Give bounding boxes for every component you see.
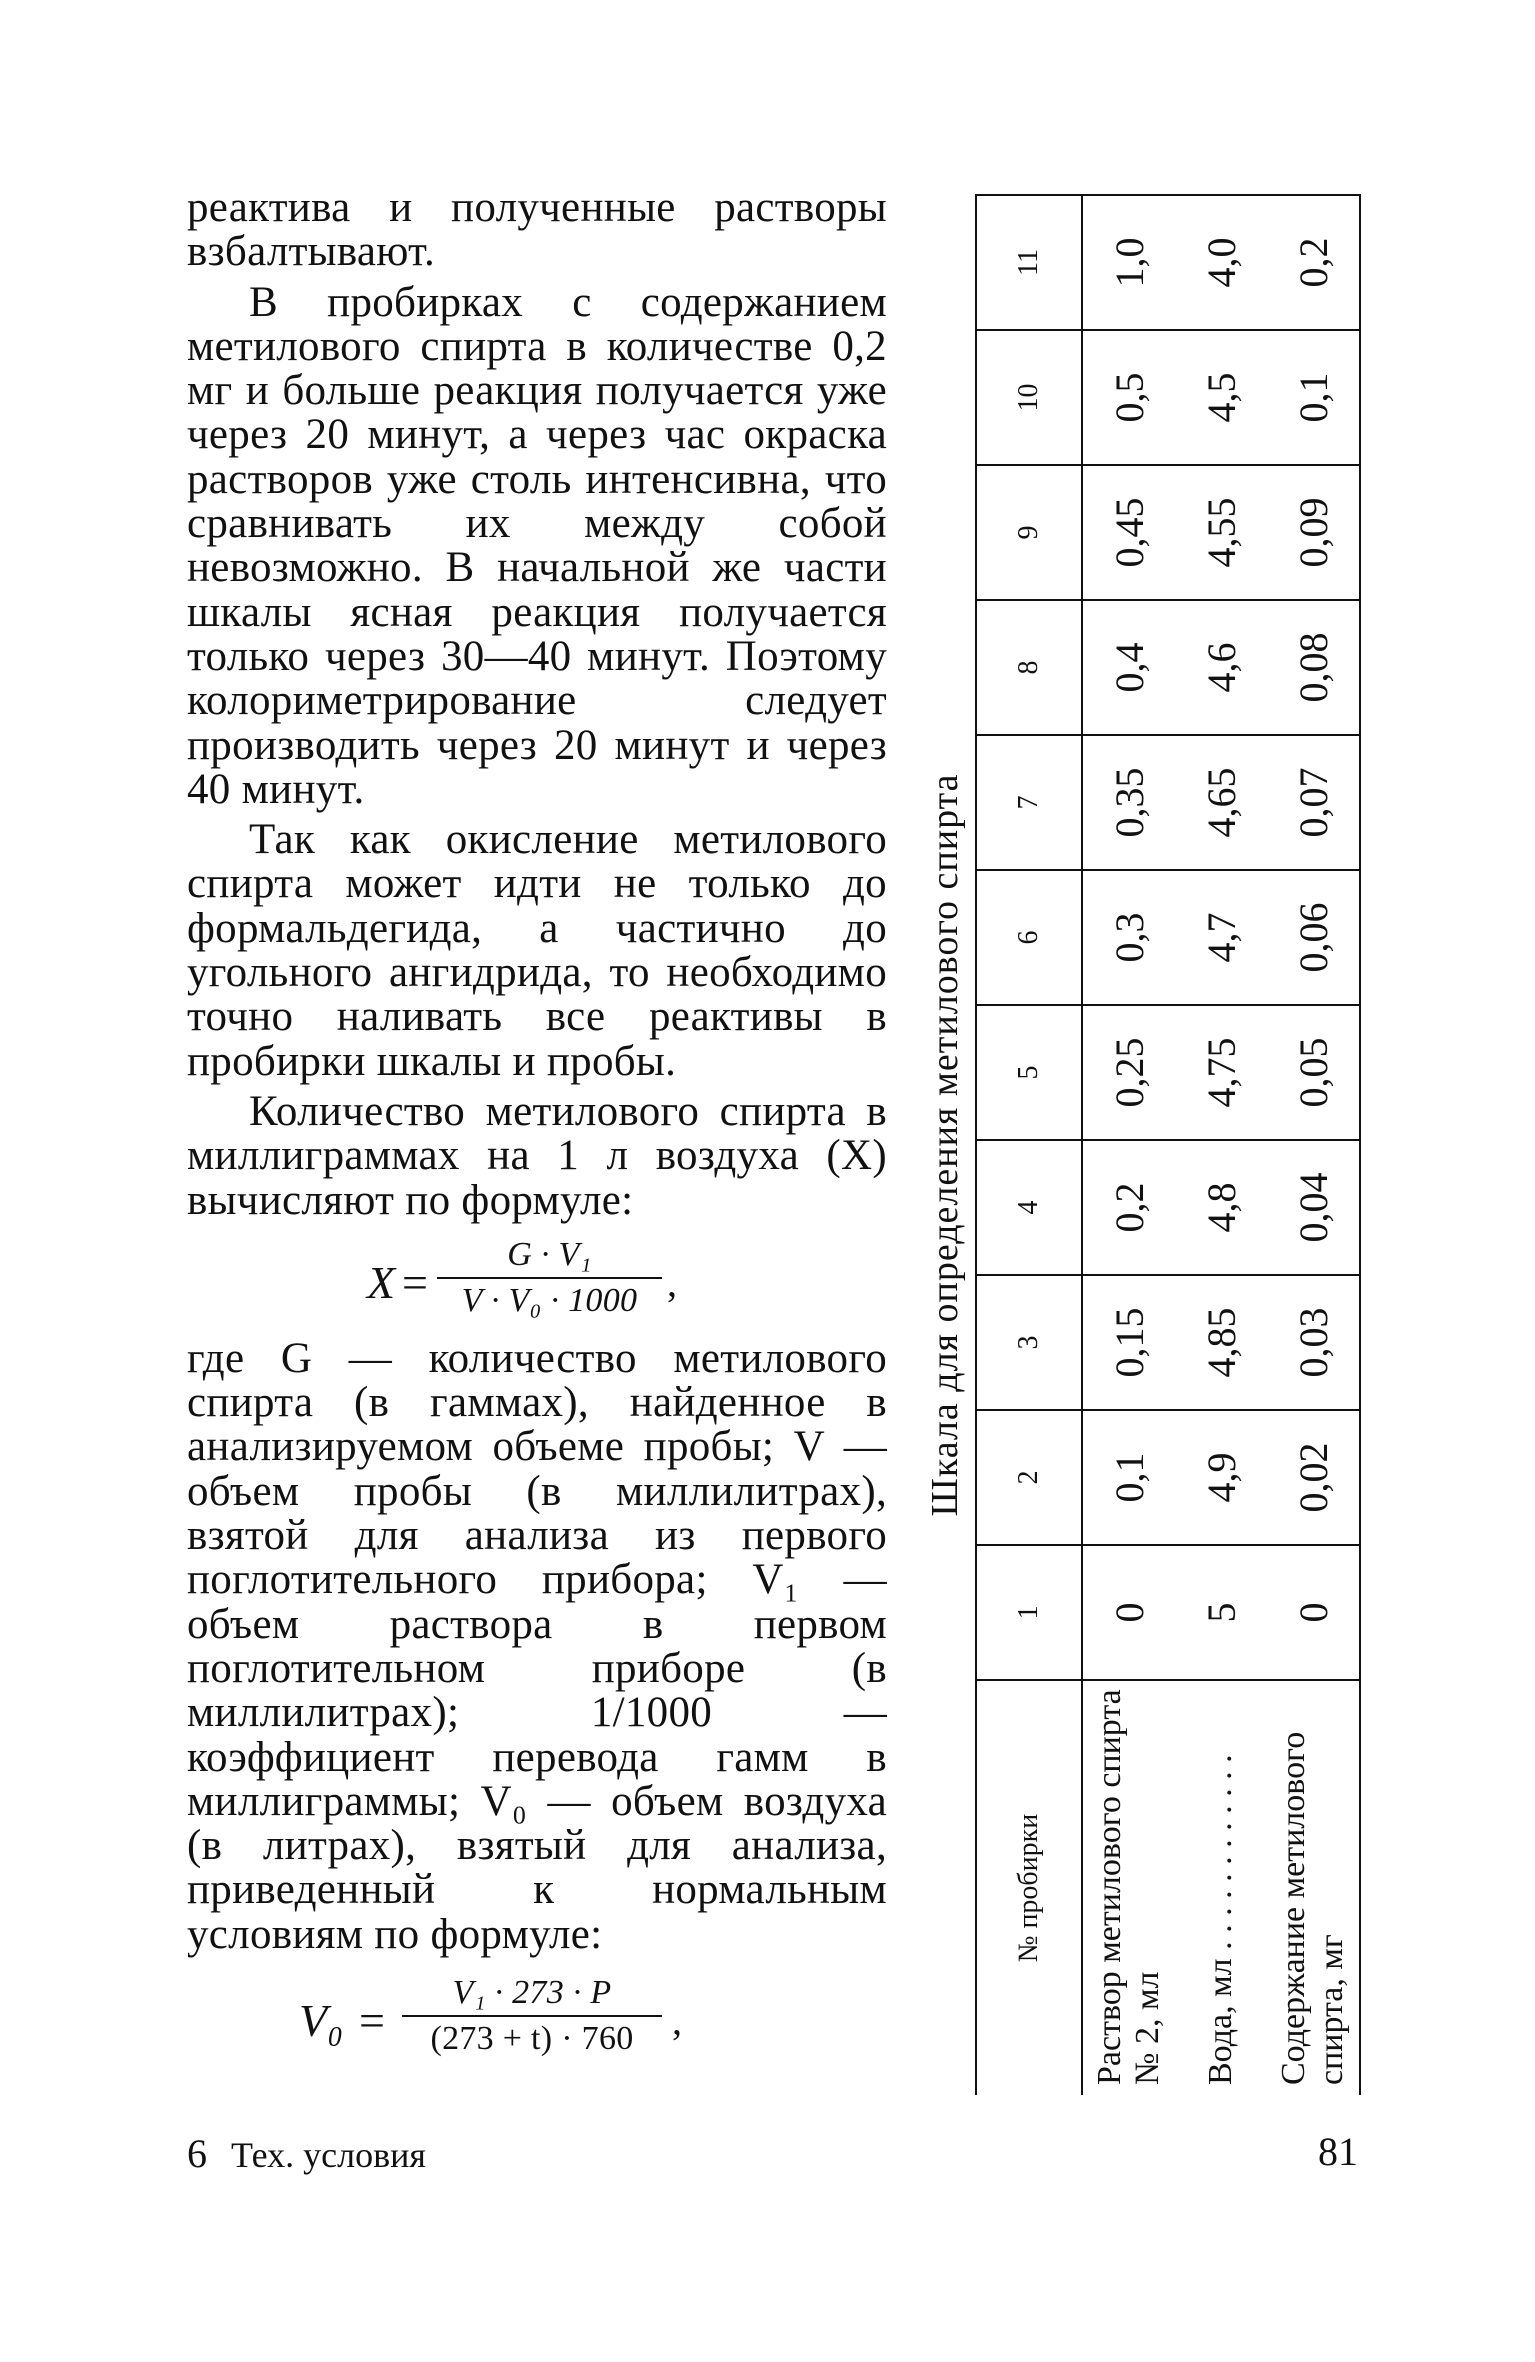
fraction-bar: [402, 2015, 662, 2017]
table-cell: 0,2: [1082, 1140, 1175, 1275]
table-cell: 5: [1175, 1545, 1267, 1680]
rotated-table-block: [915, 195, 1360, 2095]
signature-number: 6: [187, 2131, 207, 2176]
table-cell: 0,5: [1082, 330, 1175, 465]
header-col: 10: [976, 330, 1082, 465]
paragraph-1: реактива и полученные растворы взбалтывают.: [187, 184, 887, 276]
table-cell: 4,6: [1175, 600, 1267, 735]
header-col: 2: [976, 1410, 1082, 1545]
formula-v0-denominator: (273 + t) · 760: [430, 2019, 634, 2057]
table-cell: 0,08: [1267, 600, 1360, 735]
signature-text: Тех. условия: [231, 2135, 426, 2175]
table-cell: 0,25: [1082, 1005, 1175, 1140]
formula-x-lhs: X: [367, 1256, 396, 1308]
header-col: 1: [976, 1545, 1082, 1680]
formula-v0-lhs: V₀: [299, 1994, 344, 2046]
table-cell: 4,5: [1175, 330, 1267, 465]
formula-v0-comma: ,: [672, 1997, 683, 2043]
text-column: [187, 186, 887, 2075]
formula-x-comma: ,: [667, 1259, 678, 1305]
table-cell: 0,02: [1267, 1410, 1360, 1545]
table-cell: 4,8: [1175, 1140, 1267, 1275]
table-cell: 0,09: [1267, 465, 1360, 600]
header-col: 4: [976, 1140, 1082, 1275]
table-cell: 4,85: [1175, 1275, 1267, 1410]
table-cell: 0,3: [1082, 870, 1175, 1005]
header-col: 11: [976, 195, 1082, 330]
row-label: Вода, мл . . . . . . . . . . . .: [1175, 1680, 1267, 2095]
table-cell: 4,75: [1175, 1005, 1267, 1140]
signature-mark: [187, 2130, 426, 2177]
table-caption: Шкала для определения метилового спирта: [924, 773, 966, 1517]
header-tube-number: № пробирки: [976, 1680, 1082, 2095]
formula-v0: [187, 1971, 887, 2067]
table-cell: 0,05: [1267, 1005, 1360, 1140]
table-cell: 0,06: [1267, 870, 1360, 1005]
header-col: 6: [976, 870, 1082, 1005]
table-cell: 4,65: [1175, 735, 1267, 870]
methanol-scale-table: [975, 194, 1361, 2095]
formula-x-eq: =: [402, 1256, 429, 1308]
table-cell: 4,0: [1175, 195, 1267, 330]
header-col: 9: [976, 465, 1082, 600]
table-cell: 1,0: [1082, 195, 1175, 330]
table-cell: 4,55: [1175, 465, 1267, 600]
header-col: 7: [976, 735, 1082, 870]
table-cell: 0,15: [1082, 1275, 1175, 1410]
table-cell: 0,1: [1082, 1410, 1175, 1545]
table-row: [1267, 195, 1360, 2095]
table-cell: 4,7: [1175, 870, 1267, 1005]
table-cell: 0,03: [1267, 1275, 1360, 1410]
fraction-bar: [437, 1277, 662, 1279]
table-cell: 0,45: [1082, 465, 1175, 600]
table-cell: 0,07: [1267, 735, 1360, 870]
table-row: [1175, 195, 1267, 2095]
header-col: 8: [976, 600, 1082, 735]
table-cell: 0,04: [1267, 1140, 1360, 1275]
paragraph-3: Так как окисление метилового спирта может идти не только до формальдегида, а частично до угольного ангидрида, то необходимо точно наливать все реактивы в пробирки шкалы и пробы.: [187, 816, 887, 1085]
table-cell: 0,35: [1082, 735, 1175, 870]
formula-v0-eq: =: [359, 1994, 386, 2046]
paragraph-2: В пробирках с содержанием метилового спирта в количестве 0,2 мг и больше реакция получается уже через 20 минут, а через час окраска растворов уже столь интенсивна, что сравнивать их между собой невозможно. В начальной же части шкалы ясная реакция получается только через 30—40 минут. Поэтому колориметрирование следует производить через 20 минут и через 40 минут.: [187, 278, 887, 813]
table-cell: 0: [1082, 1545, 1175, 1680]
row-label: Раствор метилового спирта № 2, мл: [1082, 1680, 1175, 2095]
formula-x-denominator: V · V₀ · 1000: [461, 1281, 638, 1319]
formula-x-numerator: G · V₁: [507, 1235, 592, 1273]
table-cell: 0,4: [1082, 600, 1175, 735]
formula-x: [187, 1233, 887, 1329]
formula-v0-numerator: V₁ · 273 · P: [452, 1973, 612, 2011]
formula-v0-fraction: [402, 1973, 662, 2059]
header-col: 3: [976, 1275, 1082, 1410]
table-header-row: [976, 195, 1082, 2095]
table-cell: 0,1: [1267, 330, 1360, 465]
row-label: Содержание метилового спирта, мг: [1267, 1680, 1360, 2095]
table-row: [1082, 195, 1175, 2095]
table-cell: 0,2: [1267, 195, 1360, 330]
paragraph-4: Количество метилового спирта в миллиграммах на 1 л воздуха (X) вычисляют по формуле:: [187, 1087, 887, 1224]
table-cell: 4,9: [1175, 1410, 1267, 1545]
page-number: 81: [1318, 2129, 1358, 2174]
header-col: 5: [976, 1005, 1082, 1140]
formula-x-fraction: [437, 1235, 662, 1321]
paragraph-5: где G — количество метилового спирта (в гаммах), найденное в анализируемом объеме пробы; V — объем пробы (в миллилитрах), взятой для анализа из первого поглотительного прибора; V₁ — объем раствора в первом поглотительном приборе (в миллилитрах); 1/1000 — коэффициент перевода гамм в миллиграммы; V₀ — объем воздуха (в литрах), взятый для анализа, приведенный к нормальным условиям по формуле:: [187, 1334, 887, 1958]
table-cell: 0: [1267, 1545, 1360, 1680]
